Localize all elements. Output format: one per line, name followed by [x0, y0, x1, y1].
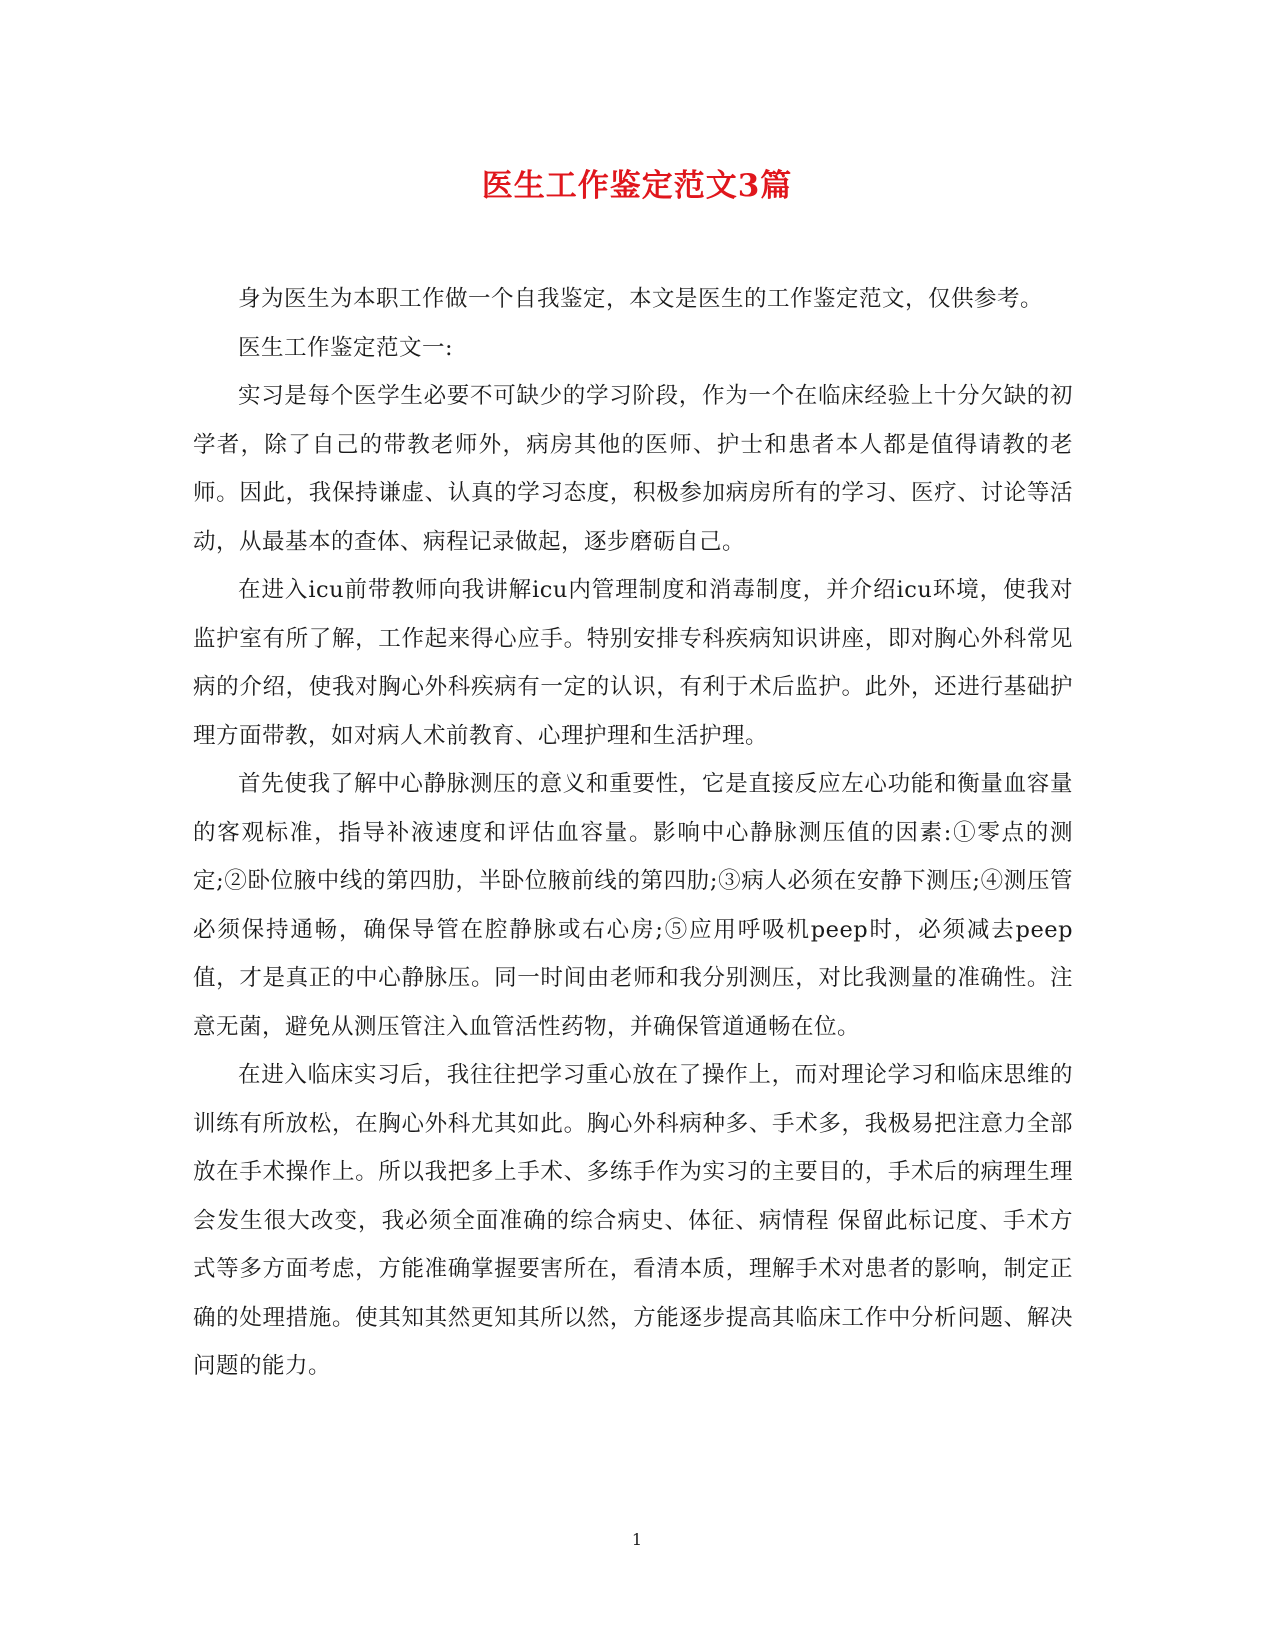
intro-paragraph: 身为医生为本职工作做一个自我鉴定，本文是医生的工作鉴定范文，仅供参考。	[238, 286, 1044, 312]
body-paragraph: 在进入临床实习后，我往往把学习重心放在了操作上，而对理论学习和临床思维的训练有所放松，在胸心外科尤其如此。胸心外科病种多、手术多，我极易把注意力全部放在手术操作上。所以我把多上手术、多练手作为实习的主要目的，手术后的病理生理会发生很大改变，我必须全面准确的综合病史、体征、病情程 保留此标记度、手术方式等多方面考虑，方能准确掌握要害所在，看清本质，理解手术对患者的影响，制定正确的处理措施。使其知其然更知其所以然，方能逐步提高其临床工作中分析问题、解决问题的能力。	[193, 1062, 1073, 1379]
document-title: 医生工作鉴定范文3篇	[481, 168, 793, 204]
document-body	[193, 275, 1073, 1391]
page-number: 1	[631, 1530, 643, 1549]
body-paragraph: 首先使我了解中心静脉测压的意义和重要性，它是直接反应左心功能和衡量血容量的客观标准，指导补液速度和评估血容量。影响中心静脉测压值的因素:①零点的测定;②卧位腋中线的第四肋，半卧位腋前线的第四肋;③病人必须在安静下测压;④测压管必须保持通畅，确保导管在腔静脉或右心房;⑤应用呼吸机peep时，必须减去peep值，才是真正的中心静脉压。同一时间由老师和我分别测压，对比我测量的准确性。注意无菌，避免从测压管注入血管活性药物，并确保管道通畅在位。	[193, 771, 1073, 1040]
section-heading: 医生工作鉴定范文一:	[238, 334, 454, 361]
body-paragraph: 实习是每个医学生必要不可缺少的学习阶段，作为一个在临床经验上十分欠缺的初学者，除了自己的带教老师外，病房其他的医师、护士和患者本人都是值得请教的老师。因此，我保持谦虚、认真的学习态度，积极参加病房所有的学习、医疗、讨论等活动，从最基本的查体、病程记录做起，逐步磨砺自己。	[193, 383, 1073, 555]
body-paragraph: 在进入icu前带教师向我讲解icu内管理制度和消毒制度，并介绍icu环境，使我对监护室有所了解，工作起来得心应手。特别安排专科疾病知识讲座，即对胸心外科常见病的介绍，使我对胸心外科疾病有一定的认识，有利于术后监护。此外，还进行基础护理方面带教，如对病人术前教育、心理护理和生活护理。	[193, 577, 1073, 749]
